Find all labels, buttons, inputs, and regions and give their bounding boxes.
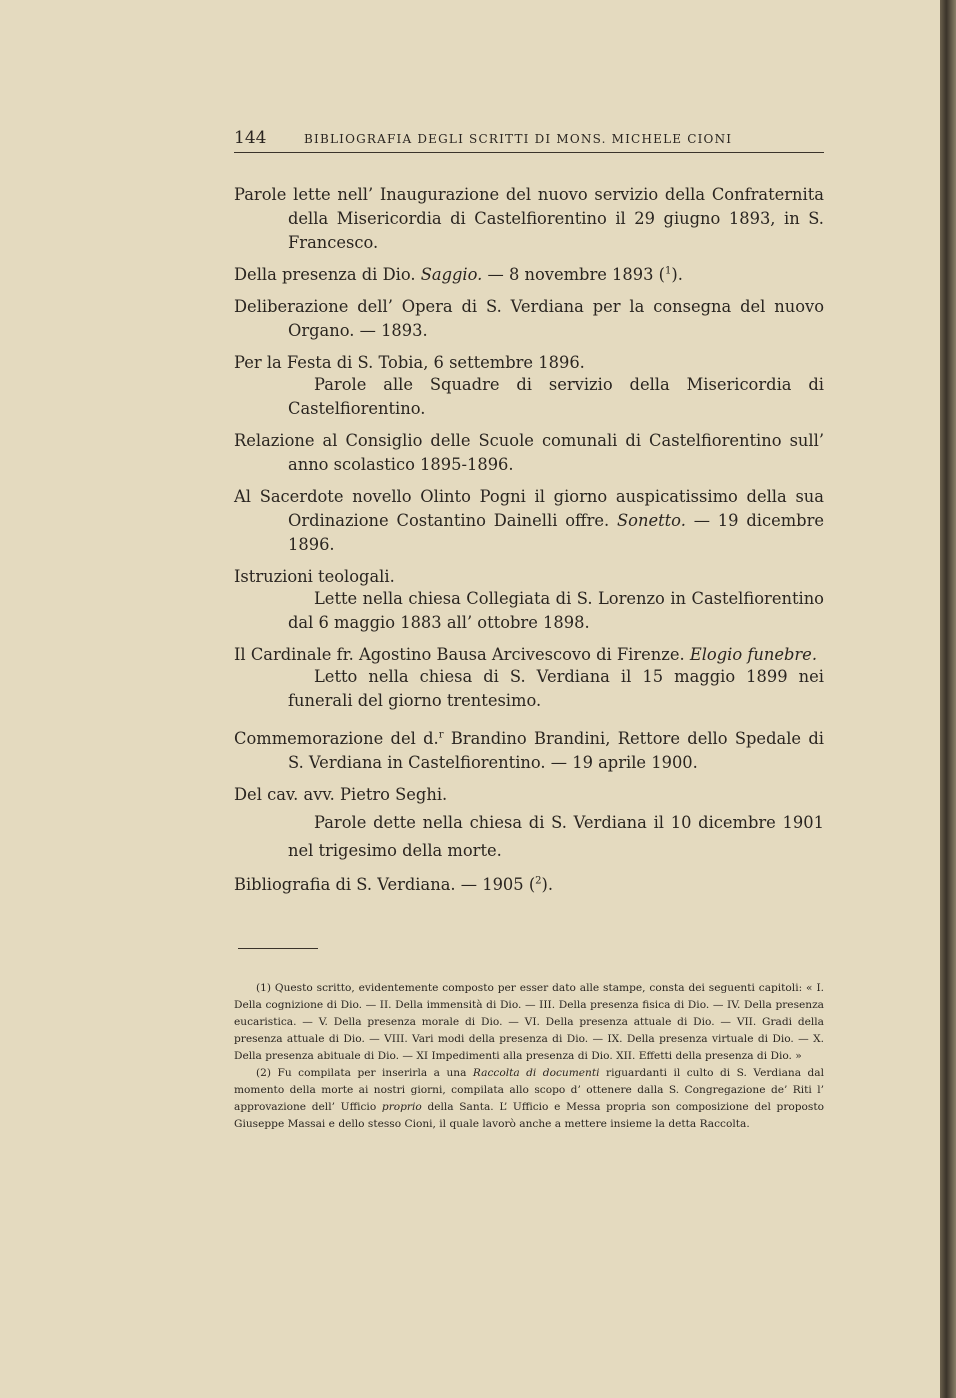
entry-festa-s-tobia-note: Parole alle Squadre di servizio della Misericordia di Castelfiorentino. bbox=[288, 375, 824, 418]
entry-istruzioni-note: Lette nella chiesa Collegiata di S. Lorenzo in Castelfiorentino dal 6 maggio 1883 all’ ottobre 1898. bbox=[288, 589, 824, 632]
page-number: 144 bbox=[234, 128, 267, 148]
entry-festa-s-tobia: Per la Festa di S. Tobia, 6 settembre 1896. bbox=[234, 353, 585, 372]
entry-relazione: Relazione al Consiglio delle Scuole comunali di Castelfiorentino sull’ anno scolastico 1895-1896. bbox=[234, 431, 824, 474]
running-title: BIBLIOGRAFIA DEGLI SCRITTI DI MONS. MICHELE CIONI bbox=[304, 132, 733, 146]
page-binding-edge bbox=[940, 0, 956, 1398]
footnote-rule bbox=[238, 948, 318, 949]
footnote-2: (2) Fu compilata per inserirla a una Raccolta di documenti riguardanti il culto di S. Verdiana dal momento della morte ai nostri giorni, compilata allo scopo d’ ottenere dalla S. Congregazione de’ Riti l’ approvazione dell’ Ufficio proprio della Santa. L’ Ufficio e Messa propria son composizione del proposto Giuseppe Massai e dello stesso Cioni, il quale lavorò anche a mettere insieme la detta Raccolta. bbox=[234, 1067, 825, 1130]
footnote-1: (1) Questo scritto, evidentemente composto per esser dato alle stampe, consta dei seguenti capitoli: « I. Della cognizione di Dio. — II. Della immensità di Dio. — III. Della presenza fisica di Dio. — IV. Della presenza eucaristica. — V. Della presenza morale di Dio. — VI. Della presenza attuale di Dio. — VII. Gradi della presenza attuale di Dio. — VIII. Vari modi della presenza di Dio. — IX. Della presenza virtuale di Dio. — X. Della presenza abituale di Dio. — XI Impedimenti alla presenza di Dio. XII. Effetti della presenza di Dio. » bbox=[234, 982, 824, 1062]
footnotes bbox=[234, 980, 824, 1133]
page-header bbox=[234, 128, 824, 153]
footnote-ref-2: 2 bbox=[535, 875, 542, 887]
footnote-ref-1: 1 bbox=[665, 265, 672, 277]
entry-pietro-seghi-note: Parole dette nella chiesa di S. Verdiana il 10 dicembre 1901 nel trigesimo della morte. bbox=[288, 813, 824, 860]
entry-pietro-seghi: Del cav. avv. Pietro Seghi. bbox=[234, 785, 448, 804]
entry-istruzioni: Istruzioni teologali. bbox=[234, 567, 395, 586]
entry-bibliografia-verdiana: Bibliografia di S. Verdiana. — 1905 ($^2$). bbox=[234, 875, 554, 894]
bibliography-list bbox=[234, 183, 824, 905]
entry-inaugurazione: Parole lette nell’ Inaugurazione del nuovo servizio della Confraternita della Misericordia di Castelfiorentino il 29 giugno 1893, in S. Francesco. bbox=[234, 185, 824, 252]
entry-deliberazione: Deliberazione dell’ Opera di S. Verdiana per la consegna del nuovo Organo. — 1893. bbox=[234, 297, 824, 340]
entry-elogio-funebre: Il Cardinale fr. Agostino Bausa Arcivescovo di Firenze. Elogio funebre. bbox=[234, 645, 817, 664]
entry-sonetto: Al Sacerdote novello Olinto Pogni il giorno auspicatissimo della sua Ordinazione Costantino Dainelli offre. Sonetto. — 19 dicembre 1896. bbox=[234, 487, 824, 554]
entry-commemorazione: Commemorazione del d.$^r$ Brandino Brandini, Rettore dello Spedale di S. Verdiana in Castelfiorentino. — 19 aprile 1900. bbox=[234, 729, 824, 772]
entry-elogio-funebre-note: Letto nella chiesa di S. Verdiana il 15 maggio 1899 nei funerali del giorno trentesimo. bbox=[288, 667, 824, 710]
entry-presenza-di-dio: Della presenza di Dio. Saggio. — 8 novembre 1893 ($^1$). bbox=[234, 265, 683, 284]
